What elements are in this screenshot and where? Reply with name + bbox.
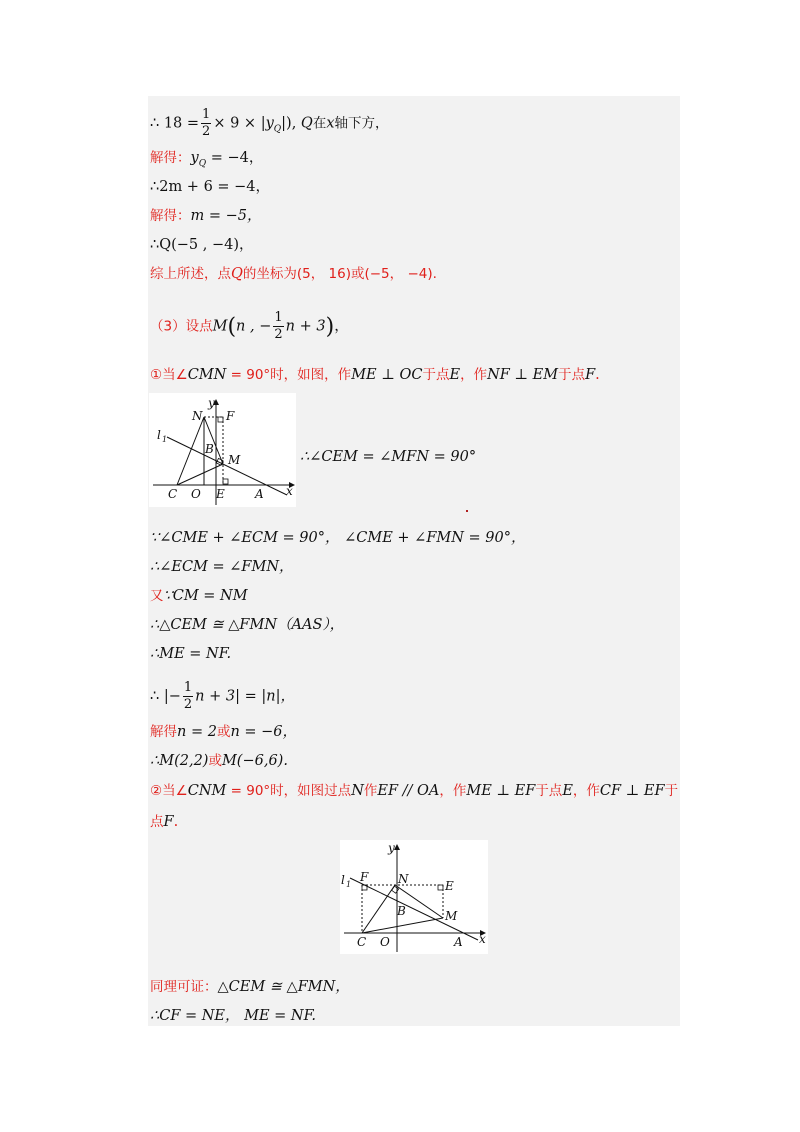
geometry-figure-1	[149, 393, 296, 507]
text-line-11: ∴∠ECM = ∠FMN，	[150, 559, 294, 575]
fig1-label-B: B	[205, 442, 214, 456]
fig2-label-N: N	[398, 872, 409, 886]
text-line-20: 同理可证：△CEM ≅ △FMN，	[150, 979, 350, 995]
fig2-label-O: O	[380, 935, 390, 949]
fig2-label-y: y	[388, 841, 395, 855]
text-line-6: 综上所述，点Q的坐标为(5， 16)或(−5， −4).	[150, 266, 437, 282]
text-line-14: ∴ME = NF.	[150, 646, 232, 662]
text-line-19: 点F.	[150, 814, 179, 830]
geometry-figure-2	[340, 840, 488, 954]
fig2-label-M: M	[445, 909, 458, 923]
text-line-5: ∴Q(−5 , −4)，	[150, 237, 254, 253]
text-line-10: ∵∠CME + ∠ECM = 90°， ∠CME + ∠FMN = 90°，	[150, 530, 526, 546]
text-line-2: 解得：$y_Q = -4$，	[150, 150, 264, 169]
fig2-label-B: B	[397, 904, 406, 918]
text-line-18: ②当∠CNM = 90°时，如图过点N作EF // OA，作ME ⊥ EF于点E，作CF ⊥ EF于	[150, 783, 679, 799]
text-line-3: ∴2m + 6 = −4，	[150, 179, 271, 195]
text-line-4: 解得：m = −5，	[150, 208, 262, 224]
text-line-8: ①当∠CMN = 90°时，如图，作ME ⊥ OC于点E，作NF ⊥ EM于点F.	[150, 367, 600, 383]
fig1-label-y: y	[208, 396, 215, 410]
text-line-15: ∴ |− $\frac{1}{2}$ n + 3| = |n|，	[150, 680, 295, 712]
fig1-label-F: F	[226, 409, 235, 423]
fig1-label-C: C	[168, 487, 178, 501]
text-line-16: 解得n = 2或n = −6，	[150, 724, 298, 740]
fig1-label-O: O	[191, 487, 201, 501]
fig2-label-A: A	[454, 935, 463, 949]
fig1-label-N: N	[192, 409, 203, 423]
fig2-label-x: x	[479, 932, 486, 946]
fig1-label-M: M	[228, 453, 241, 467]
fig1-label-x: x	[286, 484, 293, 498]
text-line-17: ∴M(2,2)或M(−6,6).	[150, 753, 288, 769]
fig2-label-F: F	[360, 870, 369, 884]
fig1-label-l1-sub: 1	[162, 435, 168, 444]
fig2-label-E: E	[445, 879, 454, 893]
stray-dot	[466, 510, 468, 512]
text-line-9: ∴∠CEM = ∠MFN = 90°	[300, 449, 477, 465]
text-line-1: ∴ 18 = $\frac{1}{2}$ × $9 \times |y_Q|$), Q在x轴下方，	[150, 107, 389, 139]
text-line-7: （3）设点M(n , − $\frac{1}{2}$ n + 3)，	[150, 310, 349, 342]
fig2-label-l1-sub: 1	[346, 880, 352, 889]
fig1-label-E: E	[216, 487, 225, 501]
fig1-label-A: A	[255, 487, 264, 501]
fig2-label-l1: l	[341, 873, 345, 887]
fig1-label-l1: l	[157, 428, 161, 442]
text-line-12: 又∵CM = NM	[150, 588, 248, 604]
text-line-13: ∴△CEM ≅ △FMN（AAS），	[150, 617, 345, 633]
fig2-label-C: C	[357, 935, 367, 949]
text-line-21: ∴CF = NE， ME = NF.	[150, 1008, 317, 1024]
